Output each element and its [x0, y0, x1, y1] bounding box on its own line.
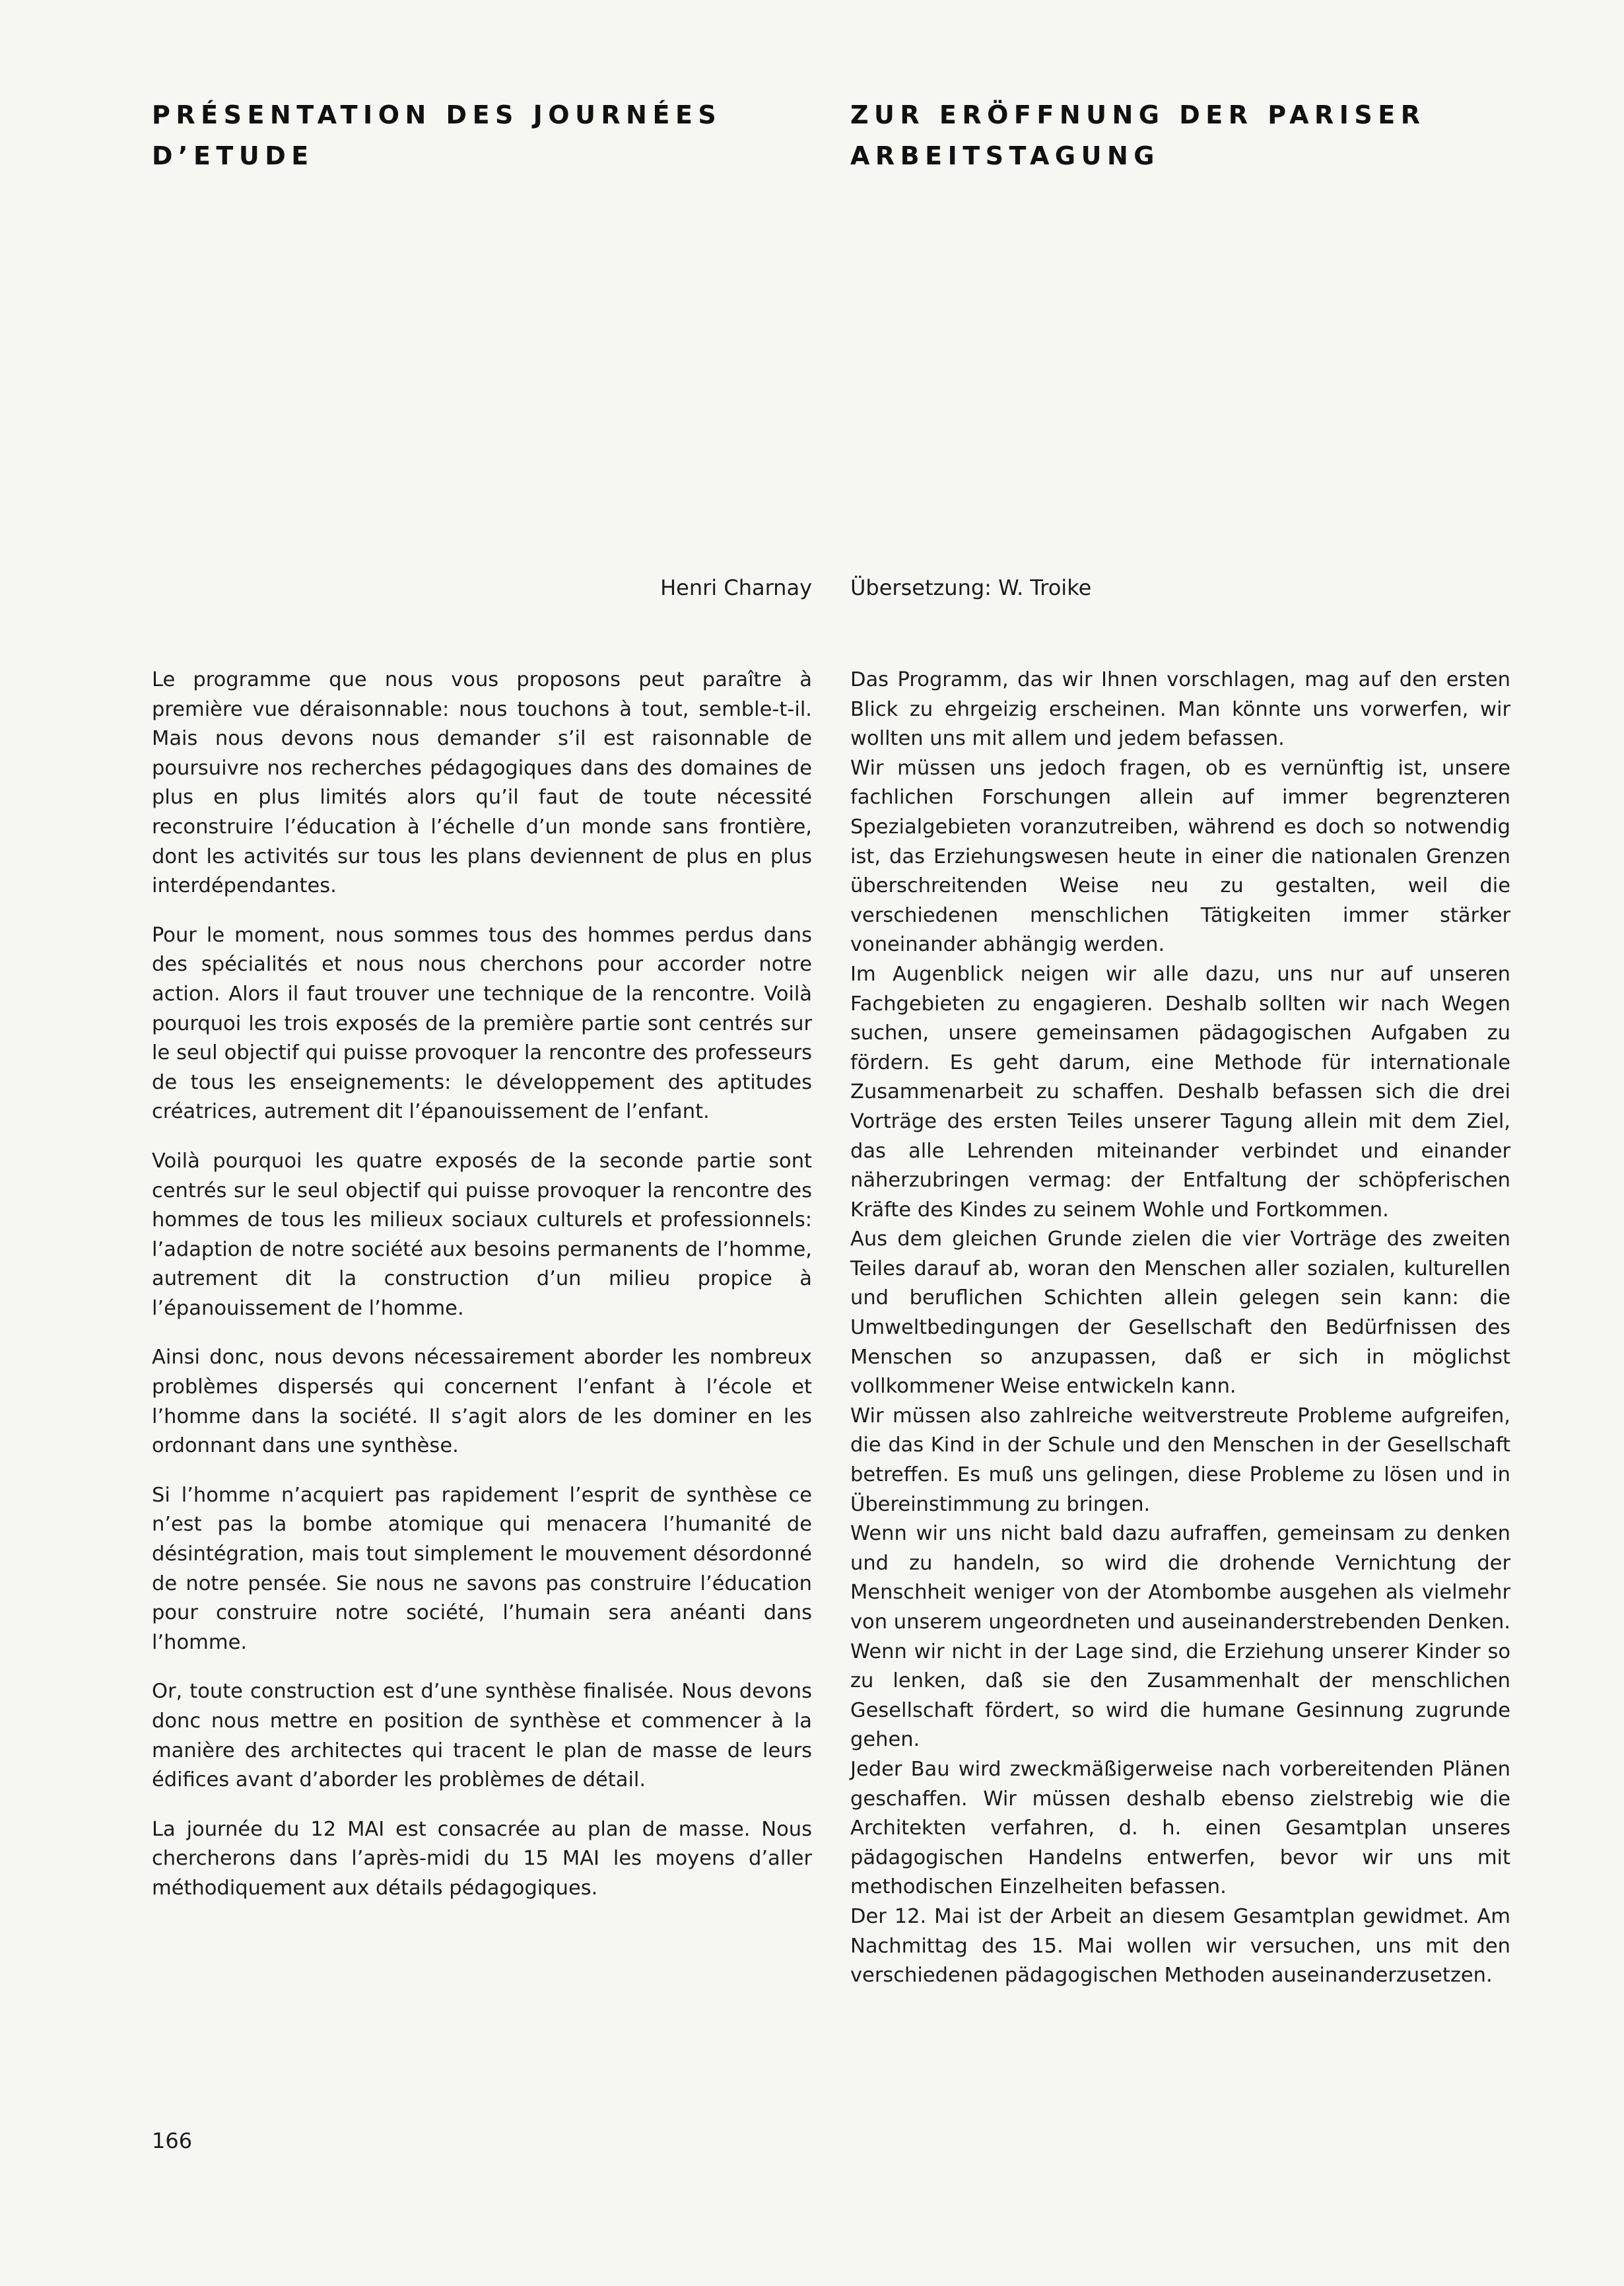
german-paragraph: Wir müssen uns jedoch fragen, ob es vernünftig ist, unsere fachlichen Forschungen allein auf immer begrenzteren Spezialgebieten voranzutreiben, während es doch so notwendig ist, das Erziehungswesen heute in einer die nationalen Grenzen überschreitenden Weise neu zu gestalten, weil die verschiedenen menschlichen Tätigkeiten immer stärker voneinander abhängig werden.	[850, 756, 1510, 957]
german-paragraph: Jeder Bau wird zweckmäßigerweise nach vorbereitenden Plänen geschaffen. Wir müssen deshalb ebenso zielstrebig wie die Architekten verfahren, d. h. einen Gesamtplan unseres pädagogischen Handelns entwerfen, bevor wir uns mit methodischen Einzelheiten befassen.	[850, 1757, 1510, 1899]
german-translator: Übersetzung: W. Troike	[850, 575, 1092, 600]
german-paragraph: Wenn wir uns nicht bald dazu aufraffen, gemeinsam zu denken und zu handeln, so wird die drohende Vernichtung der Menschheit weniger von der Atombombe ausgehen als vielmehr von unserem ungeordneten und auseinanderstrebenden Denken. Wenn wir nicht in der Lage sind, die Erziehung unserer Kinder so zu lenken, daß sie den Zusammenhalt der menschlichen Gesellschaft fördert, so wird die humane Gesinnung zugrunde gehen.	[850, 1522, 1510, 1752]
german-title-line-2: ARBEITSTAGUNG	[850, 141, 1160, 170]
german-title-line-1: ZUR ERÖFFNUNG DER PARISER	[850, 100, 1426, 129]
french-paragraph: Le programme que nous vous proposons peut paraître à première vue déraisonnable: nous touchons à tout, semble-t-il. Mais nous devons nous demander s’il est raisonnable de poursuivre nos recherches pédagogiques dans des domaines de plus en plus limités alors qu’il faut de toute nécessité reconstruire l’éducation à l’échelle d’un monde sans frontière, dont les activités sur tous les plans deviennent de plus en plus interdépendantes.	[152, 668, 812, 898]
french-title-line-2: D’ETUDE	[152, 141, 314, 170]
german-paragraph: Im Augenblick neigen wir alle dazu, uns nur auf unseren Fachgebieten zu engagieren. Deshalb sollten wir nach Wegen suchen, unsere gemeinsamen pädagogischen Aufgaben zu fördern. Es geht darum, eine Methode für internationale Zusammenarbeit zu schaffen. Deshalb befassen sich die drei Vorträge des ersten Teiles unserer Tagung allein mit dem Ziel, das alle Lehrenden miteinander verbindet und einander näherzubringen vermag: der Entfaltung der schöpferischen Kräfte des Kindes zu seinem Wohle und Fortkommen.	[850, 962, 1510, 1222]
german-paragraph: Das Programm, das wir Ihnen vorschlagen, mag auf den ersten Blick zu ehrgeizig erscheinen. Man könnte uns vorwerfen, wir wollten uns mit allem und jedem befassen.	[850, 668, 1510, 751]
german-paragraph: Wir müssen also zahlreiche weitverstreute Probleme aufgreifen, die das Kind in der Schule und den Menschen in der Gesellschaft betreffen. Es muß uns gelingen, diese Probleme zu lösen und in Übereinstimmung zu bringen.	[850, 1404, 1510, 1516]
french-paragraph: Ainsi donc, nous devons nécessairement aborder les nombreux problèmes dispersés qui concernent l’enfant à l’école et l’homme dans la société. Il s’agit alors de les dominer en les ordonnant dans une synthèse.	[152, 1346, 812, 1458]
french-paragraph: Or, toute construction est d’une synthèse finalisée. Nous devons donc nous mettre en position de synthèse et commencer à la manière des architectes qui tracent le plan de masse de leurs édifices avant d’aborder les problèmes de détail.	[152, 1680, 812, 1792]
french-paragraph: Pour le moment, nous sommes tous des hommes perdus dans des spécialités et nous nous cherchons pour accorder notre action. Alors il faut trouver une technique de la rencontre. Voilà pourquoi les trois exposés de la première partie sont centrés sur le seul objectif qui puisse provoquer la rencontre des professeurs de tous les enseignements: le développement des aptitudes créatrices, autrement dit l’épanouissement de l’enfant.	[152, 923, 812, 1124]
french-text-column	[152, 666, 812, 1923]
page-number: 166	[152, 2128, 193, 2153]
french-author: Henri Charnay	[660, 575, 812, 600]
german-text-column	[850, 666, 1510, 1991]
french-title	[152, 94, 812, 176]
french-paragraph: La journée du 12 MAI est consacrée au plan de masse. Nous chercherons dans l’après-midi du 15 MAI les moyens d’aller méthodiquement aux détails pédagogiques.	[152, 1817, 812, 1900]
german-paragraph: Aus dem gleichen Grunde zielen die vier Vorträge des zweiten Teiles darauf ab, woran den Menschen aller sozialen, kulturellen und beruflichen Schichten allein gelegen sein kann: die Umweltbedingungen der Gesellschaft den Bedürfnissen des Menschen so anzupassen, daß er sich in möglichst vollkommener Weise entwickeln kann.	[850, 1228, 1510, 1399]
german-paragraph: Der 12. Mai ist der Arbeit an diesem Gesamtplan gewidmet. Am Nachmittag des 15. Mai wollen wir versuchen, uns mit den verschiedenen pädagogischen Methoden auseinanderzusetzen.	[850, 1904, 1510, 1988]
french-title-line-1: PRÉSENTATION DES JOURNÉES	[152, 100, 722, 129]
french-paragraph: Voilà pourquoi les quatre exposés de la seconde partie sont centrés sur le seul objectif qui puisse provoquer la rencontre des hommes de tous les milieux sociaux culturels et professionnels: l’adaption de notre société aux besoins permanents de l’homme, autrement dit la construction d’un milieu propice à l’épanouissement de l’homme.	[152, 1149, 812, 1320]
german-title	[850, 94, 1510, 176]
french-paragraph: Si l’homme n’acquiert pas rapidement l’esprit de synthèse ce n’est pas la bombe atomique qui menacera l’humanité de désintégration, mais tout simplement le mouvement désordonné de notre pensée. Sie nous ne savons pas construire l’éducation pour construire notre société, l’humain sera anéanti dans l’homme.	[152, 1483, 812, 1654]
